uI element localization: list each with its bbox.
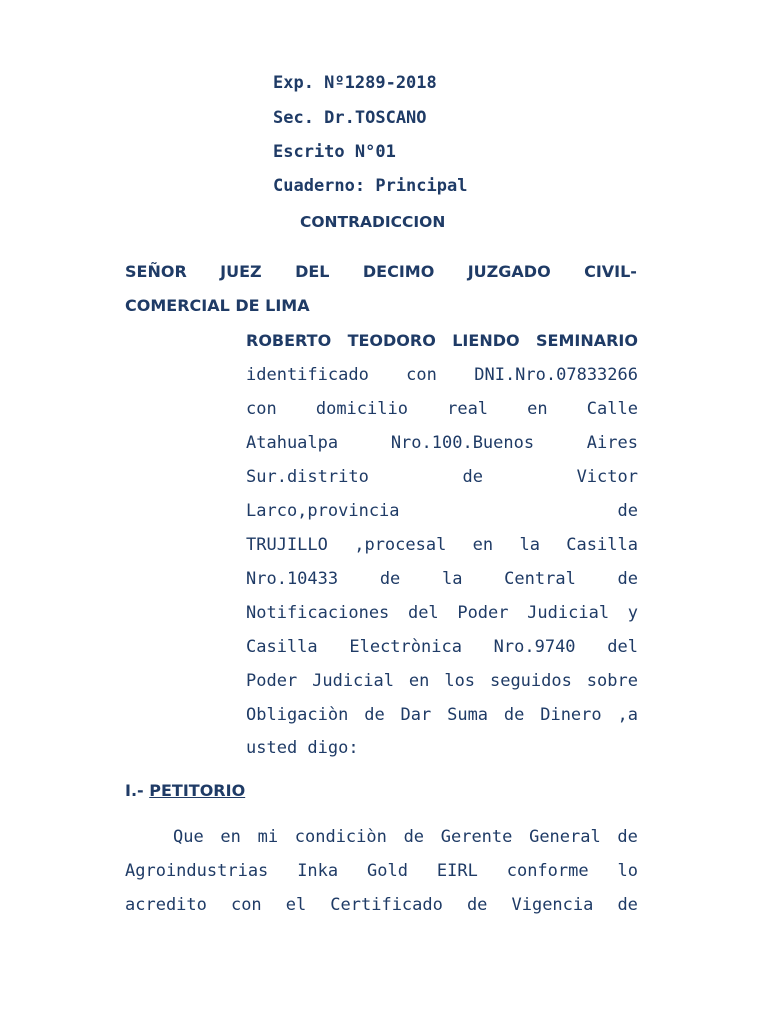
addressee-word: DEL (295, 262, 330, 281)
party-line (246, 535, 638, 555)
addressee-line-1 (125, 262, 637, 281)
writ-number: Escrito N°01 (273, 142, 396, 162)
party-line (246, 399, 638, 419)
party-word: del (607, 637, 638, 657)
party-word: los (444, 671, 476, 691)
party-word: Poder (246, 671, 298, 691)
party-word: identificado (246, 365, 369, 385)
addressee-line-2: COMERCIAL DE LIMA (125, 296, 310, 315)
body-line (125, 895, 638, 915)
party-word: real (447, 399, 489, 419)
body-word: Que (173, 827, 204, 847)
party-word: Calle (586, 399, 638, 419)
party-word: ,a (617, 705, 638, 725)
party-word: Larco,provincia (246, 501, 400, 521)
party-last-line: usted digo: (246, 738, 359, 758)
party-word: sobre (586, 671, 638, 691)
party-word: LIENDO (452, 331, 520, 350)
party-word: domicilio (315, 399, 408, 419)
party-line (246, 603, 638, 623)
party-word: Nro.9740 (493, 637, 576, 657)
party-word: en (527, 399, 548, 419)
party-word: SEMINARIO (536, 331, 638, 350)
addressee-word: SEÑOR (125, 262, 187, 281)
party-word: de (462, 467, 483, 487)
party-word: del (407, 603, 439, 623)
party-line (246, 331, 638, 350)
party-word: Judicial (527, 603, 610, 623)
party-word: TRUJILLO (246, 535, 328, 555)
party-word: Electrònica (349, 637, 462, 657)
party-word: Aires (586, 433, 638, 453)
body-word: conforme (506, 861, 589, 881)
body-line (173, 827, 638, 847)
party-word: de (364, 705, 385, 725)
party-line (246, 637, 638, 657)
party-word: Casilla (246, 637, 318, 657)
addressee-word: DECIMO (362, 262, 435, 281)
party-line (246, 467, 638, 487)
party-word: de (379, 569, 401, 589)
party-word: ,procesal (354, 535, 447, 555)
body-word: de (617, 827, 638, 847)
party-word: de (617, 569, 638, 589)
body-word: acredito (125, 895, 207, 915)
party-word: Poder (457, 603, 509, 623)
body-word: lo (617, 861, 638, 881)
body-word: General (529, 827, 601, 847)
party-line (246, 365, 638, 385)
party-word: y (627, 603, 638, 623)
party-word: Victor (576, 467, 638, 487)
party-word: Sur.distrito (246, 467, 369, 487)
document-title: CONTRADICCION (300, 213, 446, 231)
party-word: de (617, 501, 638, 521)
party-line (246, 705, 638, 725)
body-word: Inka (297, 861, 339, 881)
body-word: el (285, 895, 307, 915)
body-word: Agroindustrias (125, 861, 269, 881)
body-word: Certificado (330, 895, 443, 915)
party-word: Judicial (312, 671, 394, 691)
body-word: en (220, 827, 241, 847)
party-line (246, 433, 638, 453)
section-heading (125, 781, 245, 800)
party-word: Central (504, 569, 576, 589)
addressee-word: JUEZ (220, 262, 262, 281)
party-line (246, 671, 638, 691)
party-word: Suma (447, 705, 489, 725)
party-word: Notificaciones (246, 603, 390, 623)
body-word: Gerente (440, 827, 513, 847)
party-word: Dar (400, 705, 432, 725)
party-word: con (406, 365, 437, 385)
party-word: Obligaciòn (246, 705, 349, 725)
case-number: Exp. Nº1289-2018 (273, 73, 437, 93)
body-word: de (466, 895, 488, 915)
body-word: Gold (367, 861, 408, 881)
party-word: Nro.10433 (246, 569, 339, 589)
body-word: Vigencia (511, 895, 594, 915)
addressee-word: JUZGADO (467, 262, 551, 281)
party-word: Casilla (566, 535, 638, 555)
body-word: EIRL (436, 861, 478, 881)
section-number: I.- (125, 781, 144, 800)
party-word: Nro.100.Buenos (390, 433, 535, 453)
party-word: de (503, 705, 525, 725)
notebook: Cuaderno: Principal (273, 176, 468, 196)
section-title: PETITORIO (149, 781, 246, 800)
party-line (246, 501, 638, 521)
party-word: la (441, 569, 463, 589)
party-word: con (246, 399, 277, 419)
addressee-word: CIVIL- (584, 262, 637, 281)
party-word: seguidos (489, 671, 572, 691)
party-word: en (408, 671, 430, 691)
party-word: en (472, 535, 494, 555)
party-word: la (519, 535, 540, 555)
party-word: TEODORO (347, 331, 436, 350)
party-word: DNI.Nro.07833266 (474, 365, 638, 385)
party-word: Dinero (540, 705, 602, 725)
party-word: ROBERTO (246, 331, 332, 350)
body-word: de (403, 827, 425, 847)
body-word: con (230, 895, 262, 915)
body-word: de (617, 895, 638, 915)
body-word: condiciòn (294, 827, 387, 847)
body-word: mi (257, 827, 279, 847)
secretary: Sec. Dr.TOSCANO (273, 108, 427, 128)
party-word: Atahualpa (246, 433, 339, 453)
body-line (125, 861, 638, 881)
party-line (246, 569, 638, 589)
